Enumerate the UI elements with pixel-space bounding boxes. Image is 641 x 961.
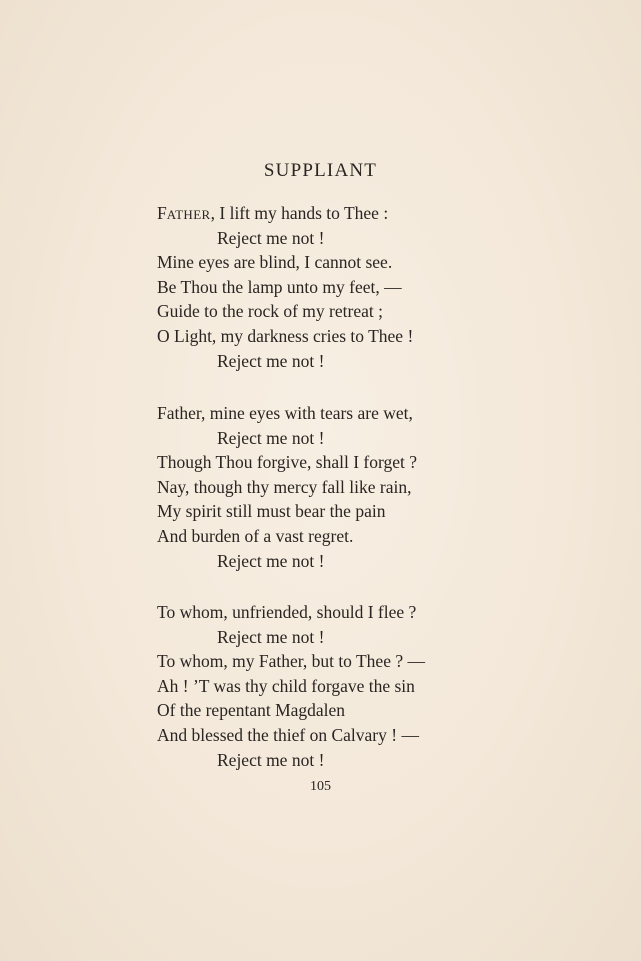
refrain-line: Reject me not ! [217, 550, 325, 571]
verse-line: My spirit still must bear the pain [157, 501, 386, 522]
verse-line: To whom, my Father, but to Thee ? — [157, 651, 425, 672]
verse-line: Be Thou the lamp unto my feet, — [157, 276, 402, 297]
stanza-2 [157, 401, 537, 573]
verse-line: Though Thou forgive, shall I forget ? [157, 452, 418, 473]
verse-line: And blessed the thief on Calvary ! — [157, 724, 419, 745]
refrain-line: Reject me not ! [217, 350, 325, 371]
poem-title: SUPPLIANT [263, 160, 378, 181]
refrain-line: Reject me not ! [217, 626, 325, 647]
verse-line: O Light, my darkness cries to Thee ! [157, 325, 414, 346]
verse-line: FATHER, I lift my hands to Thee : [157, 203, 389, 223]
refrain-line: Reject me not ! [217, 749, 325, 770]
verse-line: And burden of a vast regret. [157, 525, 354, 546]
stanza-1 [157, 201, 537, 373]
verse-line: Nay, though thy mercy fall like rain, [157, 476, 412, 497]
refrain-line: Reject me not ! [217, 427, 325, 448]
verse-line: Ah ! ’T was thy child forgave the sin [157, 675, 415, 696]
verse-line: Guide to the rock of my retreat ; [157, 301, 383, 322]
verse-line: To whom, unfriended, should I flee ? [157, 602, 417, 622]
page-number: 105 [310, 779, 331, 794]
stanza-3 [157, 600, 537, 772]
refrain-line: Reject me not ! [217, 227, 325, 248]
verse-line: Father, mine eyes with tears are wet, [157, 403, 413, 423]
verse-line: Mine eyes are blind, I cannot see. [157, 252, 393, 273]
verse-line: Of the repentant Magdalen [157, 700, 346, 721]
